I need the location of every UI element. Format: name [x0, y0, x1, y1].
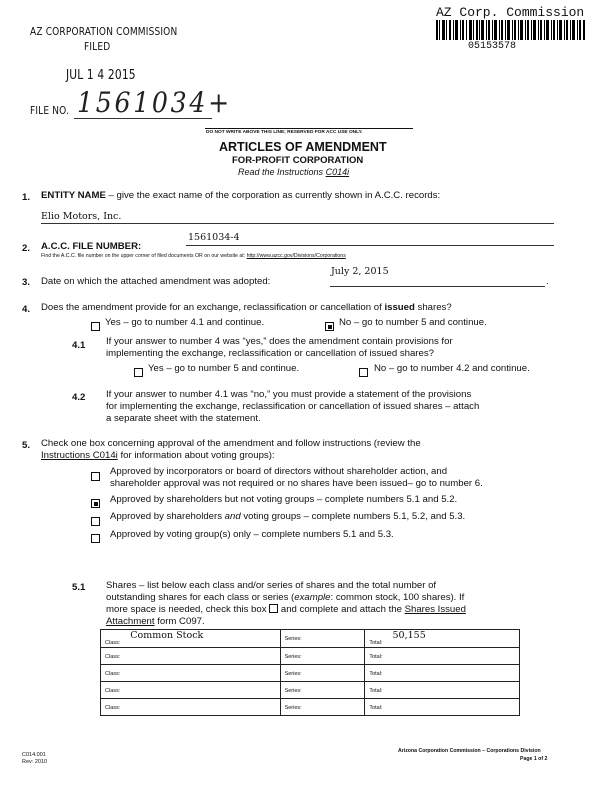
item51-line1: Shares – list below each class and/or series of shares and the total number of: [106, 580, 437, 591]
item41-yes-checkbox[interactable]: [134, 364, 143, 382]
form-title: ARTICLES OF AMENDMENT: [219, 140, 387, 154]
total-label: Total:: [369, 654, 383, 660]
item5-opt2-label: Approved by shareholders but not voting groups – complete numbers 5.1 and 5.2.: [110, 494, 458, 505]
file-number-line: [186, 245, 554, 246]
item4-text-bold: issued: [384, 302, 415, 313]
azcc-website-link[interactable]: http://www.azcc.gov/Divisions/Corporations: [246, 253, 346, 259]
instructions-link[interactable]: C014i: [325, 167, 350, 177]
item2-label: A.C.C. FILE NUMBER:: [41, 241, 142, 252]
item3-number: 3.: [22, 277, 31, 288]
attachment-link[interactable]: Attachment: [106, 616, 155, 627]
total-cell[interactable]: [365, 648, 520, 665]
series-cell[interactable]: [280, 648, 365, 665]
item5-opt2-checkbox[interactable]: [91, 495, 100, 513]
series-cell[interactable]: [280, 682, 365, 699]
shares-table: [100, 629, 520, 716]
file-number-value[interactable]: 1561034-4: [188, 232, 240, 243]
total-label: Total:: [369, 640, 383, 646]
filed-stamp: FILED: [84, 40, 111, 53]
class-label: Class:: [105, 705, 121, 711]
item5-opt3-italic: and: [224, 511, 241, 522]
total-value: 50,155: [392, 630, 426, 641]
series-cell[interactable]: [280, 665, 365, 682]
table-row: [101, 665, 520, 682]
barcode-number: 05153578: [468, 41, 517, 52]
class-label: Class:: [105, 688, 121, 694]
item5-opt3-label: [110, 511, 465, 522]
table-row: [101, 648, 520, 665]
class-value: Common Stock: [130, 630, 204, 641]
item5-opt3-checkbox[interactable]: [91, 513, 100, 531]
barcode-bars: [436, 20, 586, 40]
series-cell[interactable]: [280, 630, 365, 648]
item5-opt3-suffix: voting groups – complete numbers 5.1, 5.2, and 5.3.: [243, 511, 466, 522]
filed-date: JUL 1 4 2015: [66, 68, 136, 83]
item2-number: 2.: [22, 243, 31, 254]
item5-line2-suffix: for information about voting groups):: [117, 450, 275, 461]
page-number: Page 1 of 2: [520, 756, 548, 762]
item4-text-suffix: shares?: [417, 302, 452, 313]
series-label: Series:: [284, 654, 302, 660]
item1-number: 1.: [22, 192, 31, 203]
instructions-ref: [238, 167, 349, 177]
series-cell[interactable]: [280, 699, 365, 716]
form-code: C014.001: [22, 752, 46, 758]
item51-line2-prefix: outstanding shares for each class or series (: [106, 592, 295, 603]
total-label: Total:: [369, 671, 383, 677]
item41-number: 4.1: [72, 340, 86, 351]
item51-line4-suffix: form C097.: [154, 616, 205, 627]
item5-opt1-line2: shareholder approval was not required or no shares have been issued– go to number 6.: [110, 478, 483, 489]
item5-line2: [41, 450, 275, 461]
item5-number: 5.: [22, 440, 31, 451]
item4-yes-label: Yes – go to number 4.1 and continue.: [105, 317, 265, 328]
item41-line2: implementing the exchange, reclassification or cancellation of issued shares?: [106, 348, 434, 359]
item51-number: 5.1: [72, 582, 86, 593]
class-cell[interactable]: [101, 682, 281, 699]
adoption-date-value[interactable]: July 2, 2015: [331, 266, 389, 277]
item5-line1: Check one box concerning approval of the amendment and follow instructions (review the: [41, 438, 421, 449]
item5-opt3-prefix: Approved by shareholders: [110, 511, 222, 522]
item41-line1: If your answer to number 4 was “yes,” does the amendment contain provisions for: [106, 336, 453, 347]
instructions-prefix: Read the Instructions: [238, 167, 324, 177]
item1-text: – give the exact name of the corporation as currently shown in A.C.C. records:: [105, 190, 441, 201]
item41-no-label: No – go to number 4.2 and continue.: [374, 363, 530, 374]
more-space-checkbox[interactable]: [269, 604, 278, 613]
adoption-date-line: [330, 286, 545, 287]
total-cell[interactable]: [365, 665, 520, 682]
item3-text: Date on which the attached amendment was adopted:: [41, 276, 271, 287]
total-label: Total:: [369, 705, 383, 711]
item5-opt4-checkbox[interactable]: [91, 530, 100, 548]
item4-no-label: No – go to number 5 and continue.: [339, 317, 487, 328]
entity-name-value[interactable]: Elio Motors, Inc.: [41, 211, 122, 222]
item42-line3: a separate sheet with the statement.: [106, 413, 261, 424]
form-revision: Rev: 2010: [22, 759, 48, 765]
shares-issued-link[interactable]: Shares Issued: [404, 604, 466, 615]
commission-stamp-title: AZ CORPORATION COMMISSION: [30, 25, 178, 38]
item1-question: [41, 190, 440, 201]
reserved-notice: DO NOT WRITE ABOVE THIS LINE; RESERVED FOR ACC USE ONLY.: [206, 130, 363, 135]
reserved-line: [205, 128, 413, 129]
series-label: Series:: [284, 671, 302, 677]
file-no-handwritten: 1561034+: [77, 86, 232, 119]
item51-line2-italic: example: [294, 592, 331, 603]
class-cell[interactable]: [101, 699, 281, 716]
item4-no-checkbox[interactable]: [325, 318, 334, 336]
item5-instructions-link[interactable]: Instructions C014i: [41, 450, 118, 461]
item41-no-checkbox[interactable]: [359, 364, 368, 382]
item2-note-text: Find the A.C.C. file number on the upper corner of filed documents OR on our website at:: [41, 253, 246, 259]
item4-text-prefix: Does the amendment provide for an exchange, reclassification or cancellation of: [41, 302, 382, 313]
table-row: [101, 630, 520, 648]
form-subtitle: FOR-PROFIT CORPORATION: [232, 155, 364, 166]
item5-opt4-label: Approved by voting group(s) only – complete numbers 5.1 and 5.3.: [110, 529, 394, 540]
class-cell[interactable]: [101, 665, 281, 682]
item1-label: ENTITY NAME: [41, 190, 106, 201]
item4-yes-checkbox[interactable]: [91, 318, 100, 336]
class-cell[interactable]: [101, 630, 281, 648]
item4-number: 4.: [22, 304, 31, 315]
item51-line3: [106, 604, 466, 615]
item42-line1: If your answer to number 4.1 was “no,” you must provide a statement of the provisions: [106, 389, 472, 400]
item3-period: .: [546, 276, 549, 287]
agency-name: Arizona Corporation Commission – Corporations Division: [398, 748, 541, 754]
file-no-label: FILE NO.: [30, 104, 70, 117]
class-cell[interactable]: [101, 648, 281, 665]
series-label: Series:: [284, 636, 302, 642]
series-label: Series:: [284, 705, 302, 711]
total-label: Total:: [369, 688, 383, 694]
entity-name-line: [41, 223, 554, 224]
file-no-underline: [74, 118, 212, 119]
barcode-header: AZ Corp. Commission: [436, 5, 585, 20]
class-label: Class:: [105, 671, 121, 677]
item51-line2: [106, 592, 464, 603]
item51-line2-suffix: : common stock, 100 shares). If: [330, 592, 465, 603]
table-row: [101, 699, 520, 716]
item51-line3-prefix: more space is needed, check this box: [106, 604, 267, 615]
total-cell[interactable]: [365, 699, 520, 716]
item51-line3-mid: and complete and attach the: [278, 604, 405, 615]
item5-opt1-checkbox[interactable]: [91, 468, 100, 486]
barcode: [436, 20, 586, 40]
item5-opt1-line1: Approved by incorporators or board of directors without shareholder action, and: [110, 466, 448, 477]
item4-question: [41, 302, 452, 313]
item51-line4: [106, 616, 205, 627]
series-label: Series:: [284, 688, 302, 694]
item41-yes-label: Yes – go to number 5 and continue.: [148, 363, 300, 374]
class-label: Class:: [105, 654, 121, 660]
total-cell[interactable]: [365, 630, 520, 648]
total-cell[interactable]: [365, 682, 520, 699]
item2-note: [41, 253, 346, 259]
table-row: [101, 682, 520, 699]
item42-line2: for implementing the exchange, reclassification or cancellation of issued shares – attach: [106, 401, 480, 412]
class-label: Class:: [105, 640, 121, 646]
item42-number: 4.2: [72, 392, 86, 403]
